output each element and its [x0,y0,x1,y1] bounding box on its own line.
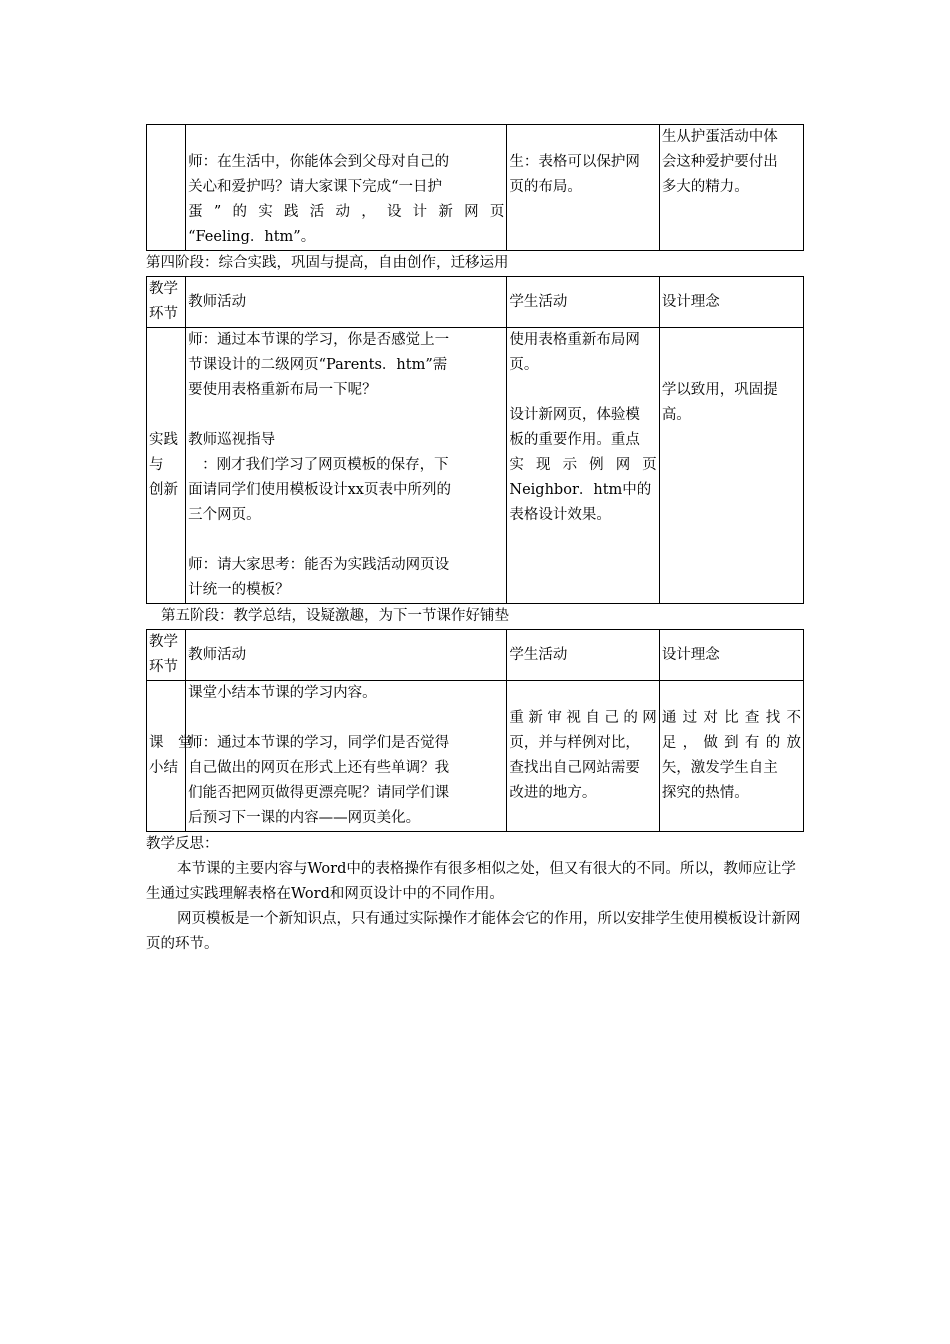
stage-four-heading: 第四阶段：综合实践，巩固与提高，自由创作，迁移运用 [146,255,509,271]
reflection-paragraph: 网页模板是一个新知识点，只有通过实际操作才能体会它的作用，所以安排学生使用模板设计新网页的环节。 [146,911,801,952]
header-student-activity: 学生活动 [507,277,659,328]
reflection-paragraph: 本节课的主要内容与Word中的表格操作有很多相似之处，但又有很大的不同。所以，教师应让学生通过实践理解表格在Word和网页设计中的不同作用。 [146,861,796,902]
table-stage5 [146,629,804,832]
header-design-concept: 设计理念 [659,277,803,328]
table-header-row [147,630,804,681]
header-section: 教学 环节 [147,630,186,681]
header-teacher-activity: 教师活动 [186,277,507,328]
document-page [146,124,806,957]
design-concept-cell: 学以致用，巩固提 高。 [659,328,803,604]
section-cell [147,125,186,251]
reflection-title: 教学反思： [146,836,219,852]
table-row [147,681,804,832]
header-design-concept: 设计理念 [659,630,803,681]
table-row [147,125,804,251]
teacher-activity-cell: 课堂小结本节课的学习内容。 师：通过本节课的学习，同学们是否觉得 自己做出的网页在形式上还有些单调？我 们能否把网页做得更漂亮呢？请同学们课 后预习下一课的内容——网页美化。 [186,681,507,832]
table-stage3-tail [146,124,804,251]
header-section: 教学 环节 [147,277,186,328]
teacher-activity-cell: 师：在生活中，你能体会到父母对自己的 关心和爱护吗？请大家课下完成“一日护 蛋”的实践活动，设计新网页 “Feeling．htm”。 [186,125,507,251]
teacher-activity-cell: 师：通过本节课的学习，你是否感觉上一 节课设计的二级网页“Parents．htm”需 要使用表格重新布局一下呢？ 教师巡视指导 ：刚才我们学习了网页模板的保存，下 面请同学们使用模板设计xx页表中所列的 三个网页。 师：请大家思考：能否为实践活动网页设 计统一的模板？ [186,328,507,604]
section-cell: 课 堂 小结 [147,681,186,832]
design-concept-cell: 生从护蛋活动中体 会这种爱护要付出 多大的精力。 [659,125,803,251]
section-cell: 实践 与 创新 [147,328,186,604]
header-student-activity: 学生活动 [507,630,659,681]
design-concept-cell: 通过对比查找不 足，做到有的放 矢，激发学生自主 探究的热情。 [659,681,803,832]
header-teacher-activity: 教师活动 [186,630,507,681]
stage-five-heading: 第五阶段：教学总结，设疑激趣，为下一节课作好铺垫 [161,608,509,624]
student-activity-cell: 生：表格可以保护网 页的布局。 [507,125,659,251]
table-stage4 [146,276,804,604]
table-row [147,328,804,604]
student-activity-cell: 重新审视自己的网 页，并与样例对比， 查找出自己网站需要 改进的地方。 [507,681,659,832]
table-header-row [147,277,804,328]
student-activity-cell: 使用表格重新布局网 页。 设计新网页，体验模 板的重要作用。重点 实现示例网页 Neighbor．htm中的 表格设计效果。 [507,328,659,604]
